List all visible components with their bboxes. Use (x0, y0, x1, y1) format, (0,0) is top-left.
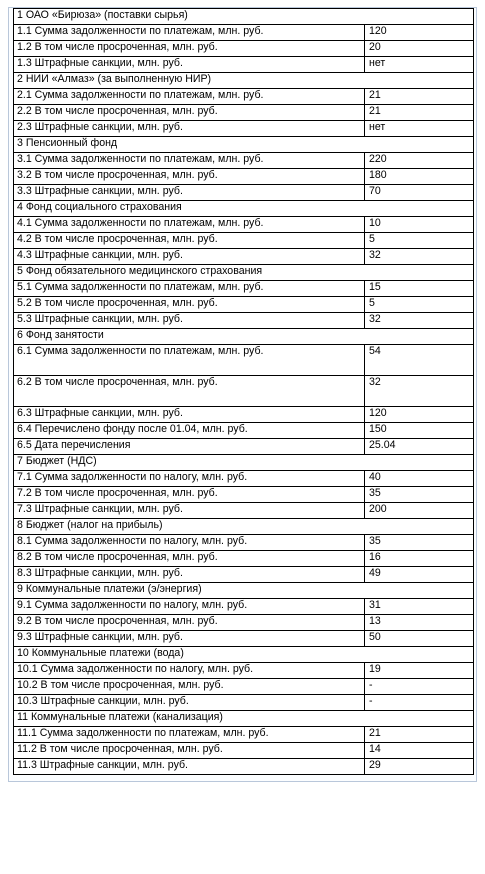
section-title: 10 Коммунальные платежи (вода) (14, 647, 474, 663)
section-title: 9 Коммунальные платежи (э/энергия) (14, 583, 474, 599)
row-value: 32 (365, 313, 474, 329)
row-label: 1.1 Сумма задолженности по платежам, млн. руб. (14, 25, 365, 41)
row-label: 8.2 В том числе просроченная, млн. руб. (14, 551, 365, 567)
section-title: 2 НИИ «Алмаз» (за выполненную НИР) (14, 73, 474, 89)
row-label: 6.5 Дата перечисления (14, 439, 365, 455)
row-value: 14 (365, 743, 474, 759)
table-row (14, 153, 474, 169)
table-row (14, 535, 474, 551)
table-row (14, 471, 474, 487)
table-row (14, 105, 474, 121)
table-row (14, 407, 474, 423)
table-row (14, 169, 474, 185)
section-header-row (14, 137, 474, 153)
row-label: 5.3 Штрафные санкции, млн. руб. (14, 313, 365, 329)
row-value: 220 (365, 153, 474, 169)
row-value: - (365, 695, 474, 711)
section-header-row (14, 519, 474, 535)
row-label: 4.2 В том числе просроченная, млн. руб. (14, 233, 365, 249)
table-row (14, 487, 474, 503)
table-row (14, 345, 474, 376)
row-value: 70 (365, 185, 474, 201)
table-row (14, 551, 474, 567)
table-row (14, 567, 474, 583)
row-label: 9.2 В том числе просроченная, млн. руб. (14, 615, 365, 631)
row-label: 8.3 Штрафные санкции, млн. руб. (14, 567, 365, 583)
row-label: 2.2 В том числе просроченная, млн. руб. (14, 105, 365, 121)
row-value: 120 (365, 407, 474, 423)
table-row (14, 233, 474, 249)
row-label: 5.1 Сумма задолженности по платежам, млн. руб. (14, 281, 365, 297)
row-label: 6.4 Перечислено фонду после 01.04, млн. руб. (14, 423, 365, 439)
table-row (14, 249, 474, 265)
table-row (14, 663, 474, 679)
row-label: 6.1 Сумма задолженности по платежам, млн. руб. (14, 345, 365, 376)
row-label: 2.1 Сумма задолженности по платежам, млн. руб. (14, 89, 365, 105)
section-header-row (14, 73, 474, 89)
row-value: - (365, 679, 474, 695)
table-row (14, 695, 474, 711)
row-value: 21 (365, 105, 474, 121)
row-value: 29 (365, 759, 474, 775)
row-label: 8.1 Сумма задолженности по налогу, млн. руб. (14, 535, 365, 551)
row-value: 20 (365, 41, 474, 57)
row-label: 9.1 Сумма задолженности по налогу, млн. руб. (14, 599, 365, 615)
row-value: 5 (365, 297, 474, 313)
table-row (14, 313, 474, 329)
table-row (14, 631, 474, 647)
row-value: 21 (365, 727, 474, 743)
section-header-row (14, 265, 474, 281)
row-value: 16 (365, 551, 474, 567)
row-value: 10 (365, 217, 474, 233)
table-row (14, 743, 474, 759)
row-label: 6.3 Штрафные санкции, млн. руб. (14, 407, 365, 423)
row-value: 35 (365, 487, 474, 503)
table-row (14, 759, 474, 775)
section-header-row (14, 455, 474, 471)
table-row (14, 439, 474, 455)
section-header-row (14, 583, 474, 599)
row-label: 10.3 Штрафные санкции, млн. руб. (14, 695, 365, 711)
row-value: 15 (365, 281, 474, 297)
row-value: 32 (365, 249, 474, 265)
table-row (14, 41, 474, 57)
row-value: 200 (365, 503, 474, 519)
section-header-row (14, 647, 474, 663)
table-row (14, 89, 474, 105)
row-label: 11.3 Штрафные санкции, млн. руб. (14, 759, 365, 775)
table-row (14, 57, 474, 73)
row-value: 40 (365, 471, 474, 487)
row-label: 7.1 Сумма задолженности по налогу, млн. руб. (14, 471, 365, 487)
row-value: 120 (365, 25, 474, 41)
section-title: 4 Фонд социального страхования (14, 201, 474, 217)
row-label: 5.2 В том числе просроченная, млн. руб. (14, 297, 365, 313)
debt-table (13, 8, 474, 775)
table-row (14, 25, 474, 41)
row-value: 19 (365, 663, 474, 679)
row-value: нет (365, 57, 474, 73)
table-row (14, 423, 474, 439)
row-label: 7.2 В том числе просроченная, млн. руб. (14, 487, 365, 503)
section-header-row (14, 201, 474, 217)
row-value: 21 (365, 89, 474, 105)
row-value: 50 (365, 631, 474, 647)
section-title: 5 Фонд обязательного медицинского страхования (14, 265, 474, 281)
row-value: 31 (365, 599, 474, 615)
section-title: 1 ОАО «Бирюза» (поставки сырья) (14, 9, 474, 25)
row-value: 150 (365, 423, 474, 439)
row-label: 3.3 Штрафные санкции, млн. руб. (14, 185, 365, 201)
row-value: 35 (365, 535, 474, 551)
row-value: 13 (365, 615, 474, 631)
row-label: 4.1 Сумма задолженности по платежам, млн. руб. (14, 217, 365, 233)
row-label: 2.3 Штрафные санкции, млн. руб. (14, 121, 365, 137)
row-value: 5 (365, 233, 474, 249)
table-row (14, 599, 474, 615)
table-row (14, 503, 474, 519)
row-label: 11.2 В том числе просроченная, млн. руб. (14, 743, 365, 759)
row-value: 49 (365, 567, 474, 583)
row-label: 6.2 В том числе просроченная, млн. руб. (14, 376, 365, 407)
row-label: 10.1 Сумма задолженности по налогу, млн. руб. (14, 663, 365, 679)
row-label: 11.1 Сумма задолженности по платежам, млн. руб. (14, 727, 365, 743)
table-row (14, 297, 474, 313)
row-value: нет (365, 121, 474, 137)
section-header-row (14, 711, 474, 727)
row-label: 7.3 Штрафные санкции, млн. руб. (14, 503, 365, 519)
row-label: 4.3 Штрафные санкции, млн. руб. (14, 249, 365, 265)
table-row (14, 615, 474, 631)
table-row (14, 185, 474, 201)
section-header-row (14, 329, 474, 345)
table-row (14, 727, 474, 743)
row-label: 10.2 В том числе просроченная, млн. руб. (14, 679, 365, 695)
row-label: 1.2 В том числе просроченная, млн. руб. (14, 41, 365, 57)
section-header-row (14, 9, 474, 25)
document-sheet (8, 7, 477, 782)
table-row (14, 679, 474, 695)
table-row (14, 281, 474, 297)
section-title: 7 Бюджет (НДС) (14, 455, 474, 471)
row-value: 25.04 (365, 439, 474, 455)
section-title: 3 Пенсионный фонд (14, 137, 474, 153)
row-label: 3.1 Сумма задолженности по платежам, млн. руб. (14, 153, 365, 169)
section-title: 8 Бюджет (налог на прибыль) (14, 519, 474, 535)
table-row (14, 376, 474, 407)
table-row (14, 217, 474, 233)
section-title: 11 Коммунальные платежи (канализация) (14, 711, 474, 727)
debt-table-body (14, 9, 474, 775)
section-title: 6 Фонд занятости (14, 329, 474, 345)
row-value: 32 (365, 376, 474, 407)
row-label: 3.2 В том числе просроченная, млн. руб. (14, 169, 365, 185)
row-value: 54 (365, 345, 474, 376)
table-row (14, 121, 474, 137)
row-label: 1.3 Штрафные санкции, млн. руб. (14, 57, 365, 73)
row-label: 9.3 Штрафные санкции, млн. руб. (14, 631, 365, 647)
row-value: 180 (365, 169, 474, 185)
